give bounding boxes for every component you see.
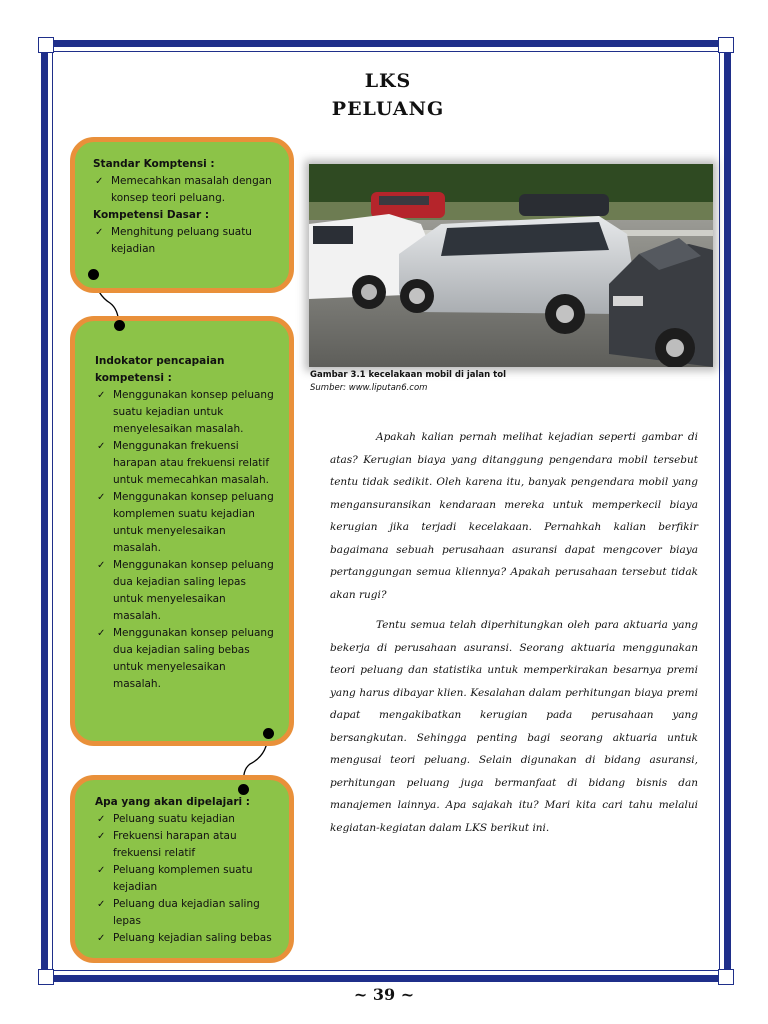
list-item: ✓ Menggunakan konsep peluang suatu kejadian untuk menyelesaikan masalah. bbox=[95, 387, 275, 438]
list-item: ✓ Peluang suatu kejadian bbox=[95, 811, 275, 828]
standar-kompetensi-heading: Standar Komptensi : bbox=[93, 158, 215, 170]
connector-dot bbox=[238, 784, 249, 795]
list-item: ✓ Menggunakan konsep peluang dua kejadian saling lepas untuk menyelesaikan masalah. bbox=[95, 557, 275, 625]
body-paragraph-2 bbox=[330, 614, 698, 839]
paragraph-text: Tentu semua telah diperhitungkan oleh para aktuaria yang bekerja di perusahaan asuransi. Seorang aktuaria menggunakan teori peluang dan statistika untuk memperkirakan besarnya premi yang harus dibayar klien. Kesalahan dalam perhitungan biaya premi dapat mengakibatkan kerugian pada perusahaan yang bersangkutan. Sehingga penting bagi seorang aktuaria untuk mengusai teori peluang. Selain digunakan di bidang asuransi, perhitungan peluang juga bermanfaat di bidang bisnis dan manajemen lainnya. Apa sajakah itu? Mari kita cari tahu melalui kegiatan-kegiatan dalam LKS berikut ini. bbox=[330, 619, 698, 834]
list-item: ✓ Menggunakan konsep peluang komplemen suatu kejadian untuk menyelesaikan masalah. bbox=[95, 489, 275, 557]
frame-corner bbox=[718, 969, 734, 985]
connector-dot bbox=[263, 728, 274, 739]
apa-dipelajari-list bbox=[95, 811, 275, 947]
title-lks: LKS bbox=[364, 70, 412, 92]
list-item: ✓ Memecahkan masalah dengan konsep teori peluang. bbox=[93, 173, 275, 207]
standar-kompetensi-list bbox=[93, 173, 275, 207]
figure-source: Sumber: www.liputan6.com bbox=[310, 383, 428, 393]
list-item: ✓ Peluang kejadian saling bebas bbox=[95, 930, 275, 947]
body-paragraph-1 bbox=[330, 426, 698, 606]
indikator-heading: Indokator pencapaian kompetensi : bbox=[95, 355, 225, 384]
frame-corner bbox=[38, 37, 54, 53]
figure-caption: Gambar 3.1 kecelakaan mobil di jalan tol bbox=[310, 370, 506, 380]
list-item: ✓ Menghitung peluang suatu kejadian bbox=[93, 224, 275, 258]
paragraph-text: Apakah kalian pernah melihat kejadian seperti gambar di atas? Kerugian biaya yang ditanggung pengendara mobil tersebut tentu tidak sedikit. Oleh karena itu, banyak pengendara mobil yang mengansuransikan kendaraan mereka untuk memperkecil biaya kerugian jika terjadi kecelakaan. Pernahkah kalian berfikir bagaimana sebuah perusahaan asuransi dapat mengcover biaya pertanggungan semua kliennya? Apakah perusahaan tersebut tidak akan rugi? bbox=[330, 431, 698, 601]
list-item: ✓ Menggunakan konsep peluang dua kejadian saling bebas untuk menyelesaikan masalah. bbox=[95, 625, 275, 693]
list-item: ✓ Frekuensi harapan atau frekuensi relatif bbox=[95, 828, 275, 862]
connector-dot bbox=[114, 320, 125, 331]
list-item: ✓ Menggunakan frekuensi harapan atau frekuensi relatif untuk memecahkan masalah. bbox=[95, 438, 275, 489]
apa-dipelajari-box bbox=[70, 775, 294, 963]
car-accident-photo bbox=[309, 164, 713, 367]
indikator-box bbox=[70, 316, 294, 746]
frame-corner bbox=[38, 969, 54, 985]
indikator-list bbox=[95, 387, 275, 693]
frame-corner bbox=[718, 37, 734, 53]
apa-dipelajari-heading: Apa yang akan dipelajari : bbox=[95, 796, 250, 808]
list-item: ✓ Peluang dua kejadian saling lepas bbox=[95, 896, 275, 930]
kompetensi-dasar-list bbox=[93, 224, 275, 258]
kompetensi-dasar-heading: Kompetensi Dasar : bbox=[93, 209, 210, 221]
page-number: ~ 39 ~ bbox=[353, 985, 415, 1004]
list-item: ✓ Peluang komplemen suatu kejadian bbox=[95, 862, 275, 896]
connector-dot bbox=[88, 269, 99, 280]
title-peluang: PELUANG bbox=[331, 98, 445, 120]
standar-kompetensi-box bbox=[70, 137, 294, 293]
